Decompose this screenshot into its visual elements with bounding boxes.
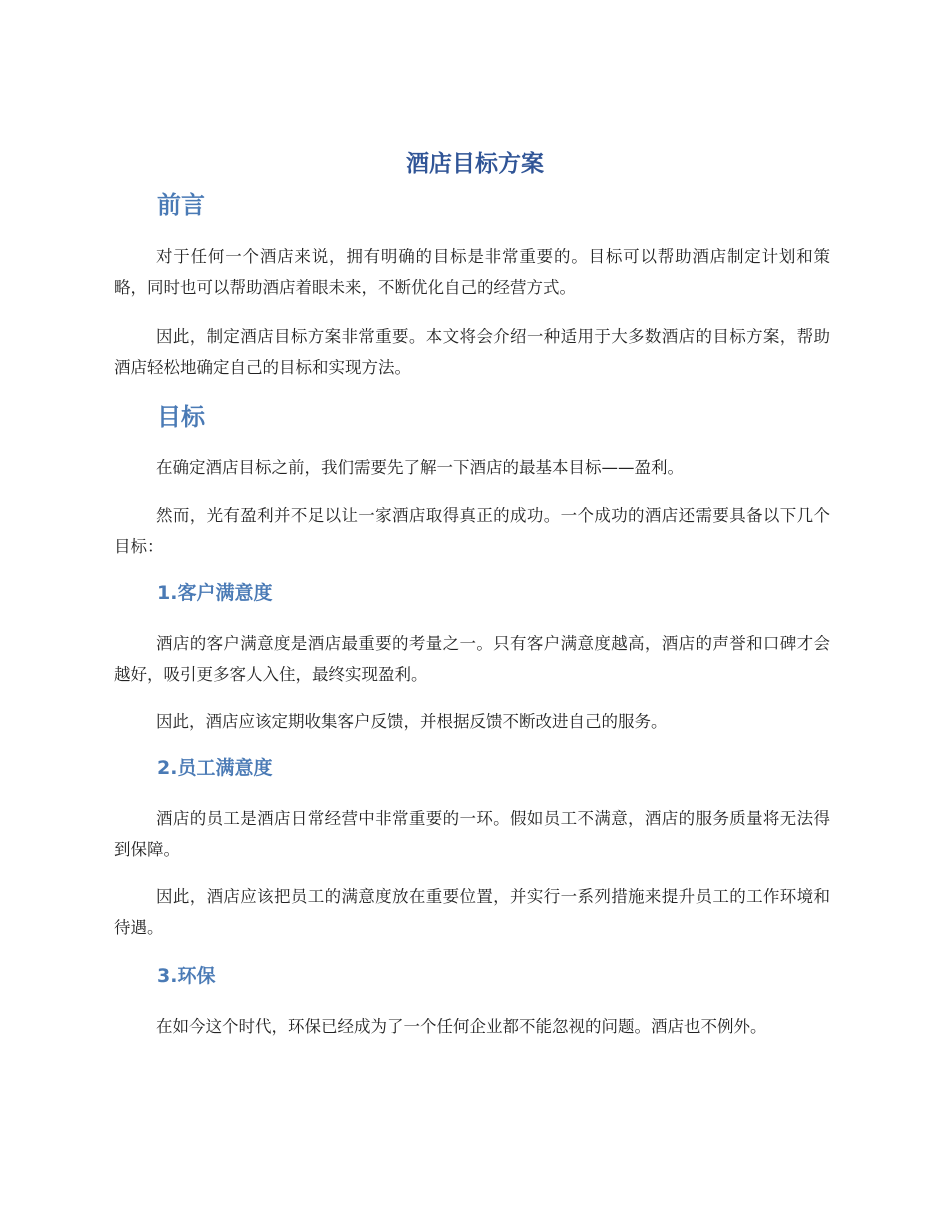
- paragraph: 因此，酒店应该定期收集客户反馈，并根据反馈不断改进自己的服务。: [156, 712, 668, 731]
- paragraph: 在如今这个时代，环保已经成为了一个任何企业都不能忽视的问题。酒店也不例外。: [156, 1017, 767, 1036]
- subsection-heading-customer-satisfaction: 1.客户满意度: [157, 582, 273, 604]
- paragraph: 酒店的客户满意度是酒店最重要的考量之一。只有客户满意度越高，酒店的声誉和口碑才会越好，吸引更多客人入住，最终实现盈利。: [114, 634, 830, 684]
- section-heading-goals: 目标: [157, 403, 205, 431]
- paragraph: 酒店的员工是酒店日常经营中非常重要的一环。假如员工不满意，酒店的服务质量将无法得到保障。: [114, 809, 830, 859]
- subsection-heading-employee-satisfaction: 2.员工满意度: [157, 757, 273, 779]
- paragraph: 在确定酒店目标之前，我们需要先了解一下酒店的最基本目标——盈利。: [156, 458, 684, 477]
- section-heading-preface: 前言: [157, 191, 205, 219]
- document-title: 酒店目标方案: [406, 151, 544, 177]
- paragraph: 对于任何一个酒店来说，拥有明确的目标是非常重要的。目标可以帮助酒店制定计划和策略，同时也可以帮助酒店着眼未来，不断优化自己的经营方式。: [114, 247, 830, 297]
- paragraph: 然而，光有盈利并不足以让一家酒店取得真正的成功。一个成功的酒店还需要具备以下几个目标：: [114, 506, 830, 556]
- paragraph: 因此，制定酒店目标方案非常重要。本文将会介绍一种适用于大多数酒店的目标方案，帮助酒店轻松地确定自己的目标和实现方法。: [114, 327, 830, 377]
- subsection-heading-environment: 3.环保: [157, 965, 216, 987]
- paragraph: 因此，酒店应该把员工的满意度放在重要位置，并实行一系列措施来提升员工的工作环境和待遇。: [114, 887, 830, 937]
